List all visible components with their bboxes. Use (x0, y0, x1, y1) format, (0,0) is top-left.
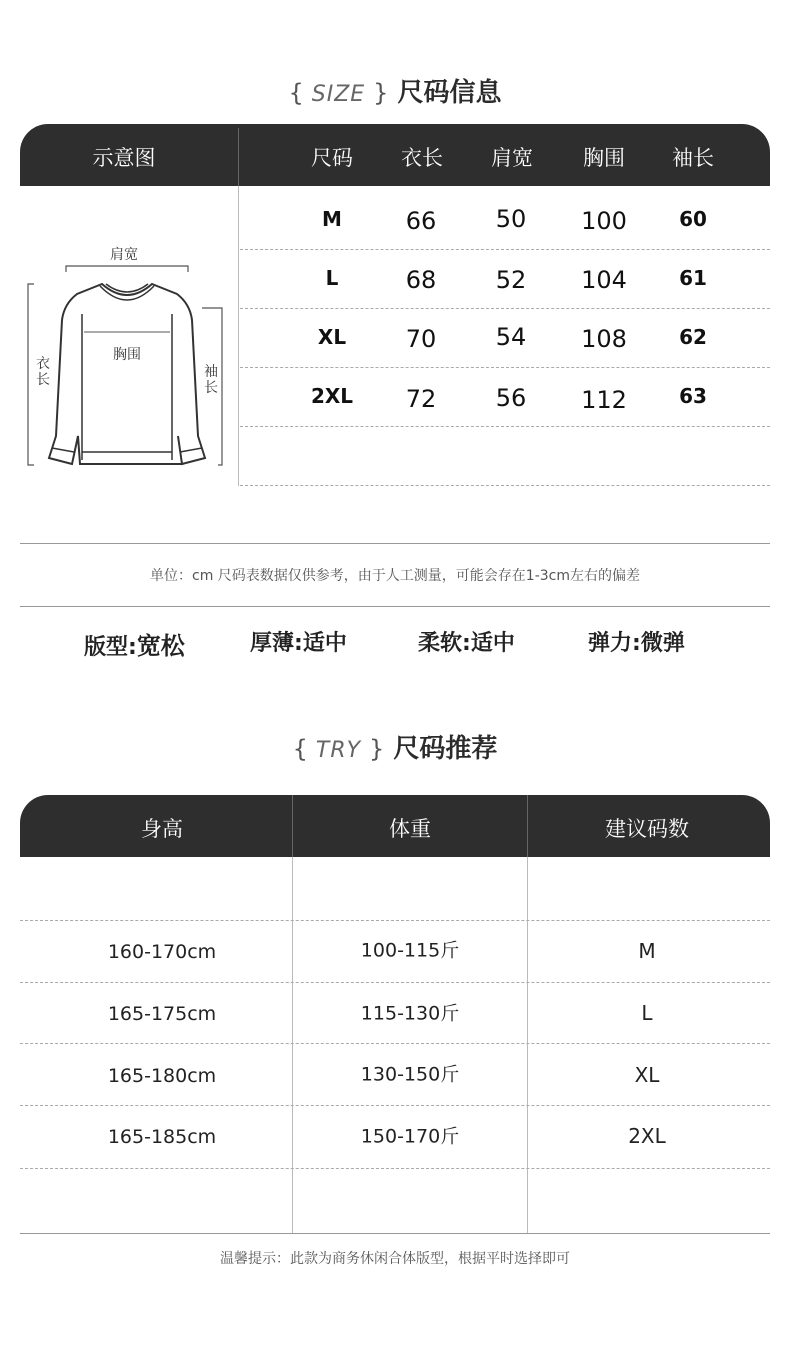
row-separator (240, 308, 770, 309)
diagram-divider (238, 186, 239, 486)
attr-elasticity: 弹力:微弹 (588, 631, 685, 656)
attr-thickness: 厚薄:适中 (250, 631, 347, 656)
size-section-title (0, 72, 790, 109)
row-separator (240, 249, 770, 250)
chest-cell: 112 (581, 386, 627, 414)
shoulder-cell: 50 (495, 205, 527, 233)
brace-right: } (369, 735, 385, 763)
divider-line (20, 543, 770, 544)
weight-cell: 100-115斤 (360, 939, 460, 962)
header-weight: 体重 (389, 817, 431, 841)
header-divider (292, 795, 293, 857)
attr-fit: 版型:宽松 (84, 632, 185, 660)
chest-cell: 108 (581, 325, 627, 353)
recommended-size-cell: 2XL (628, 1124, 666, 1148)
column-divider (527, 857, 528, 1233)
try-table-header (20, 795, 770, 857)
header-divider (527, 795, 528, 857)
length-cell: 66 (405, 207, 437, 235)
attr-softness: 柔软:适中 (418, 631, 515, 656)
shoulder-cell: 56 (495, 384, 527, 412)
header-sleeve: 袖长 (672, 146, 714, 170)
divider-line (20, 606, 770, 607)
fit-tip: 温馨提示：此款为商务休闲合体版型，根据平时选择即可 (220, 1251, 570, 1267)
size-table-header (20, 124, 770, 186)
length-cell: 70 (405, 325, 437, 353)
header-shoulder: 肩宽 (491, 146, 533, 170)
brace-right: } (373, 79, 389, 107)
recommended-size-cell: M (638, 939, 656, 963)
diagram-label-length: 衣长 (36, 356, 50, 388)
header-chest: 胸围 (583, 146, 625, 170)
size-cell: M (322, 207, 342, 231)
size-cell: L (325, 266, 339, 290)
row-separator (20, 1043, 770, 1044)
header-recommended-size: 建议码数 (605, 817, 689, 841)
recommended-size-cell: L (641, 1001, 653, 1025)
sleeve-cell: 60 (679, 207, 707, 231)
weight-cell: 150-170斤 (360, 1125, 460, 1148)
diagram-label-sleeve: 袖长 (204, 364, 218, 396)
recommended-size-cell: XL (634, 1063, 660, 1087)
shoulder-cell: 52 (495, 266, 527, 294)
row-separator (20, 920, 770, 921)
row-separator (20, 1168, 770, 1169)
height-cell: 165-185cm (107, 1126, 217, 1148)
diagram-label-shoulder: 肩宽 (110, 247, 138, 263)
brace-left: { (292, 735, 308, 763)
size-cell: 2XL (310, 384, 354, 408)
row-separator (240, 426, 770, 427)
brace-left: { (288, 79, 304, 107)
row-separator (20, 982, 770, 983)
height-cell: 165-180cm (107, 1065, 217, 1087)
unit-note: 单位：cm 尺码表数据仅供参考，由于人工测量，可能会存在1-3cm左右的偏差 (150, 568, 640, 584)
table-bottom-line (20, 1233, 770, 1234)
sleeve-cell: 63 (679, 384, 707, 408)
weight-cell: 130-150斤 (360, 1063, 460, 1086)
try-tag: TRY (315, 738, 362, 763)
weight-cell: 115-130斤 (360, 1002, 460, 1025)
row-separator (240, 485, 770, 486)
header-length: 衣长 (401, 146, 443, 170)
column-divider (292, 857, 293, 1233)
length-cell: 68 (405, 266, 437, 294)
row-separator (240, 367, 770, 368)
fabric-attributes (0, 626, 790, 666)
diagram-label-chest: 胸围 (113, 347, 141, 363)
height-cell: 165-175cm (107, 1003, 217, 1025)
height-cell: 160-170cm (107, 941, 217, 963)
chest-cell: 100 (581, 207, 627, 235)
sleeve-cell: 61 (679, 266, 707, 290)
row-separator (20, 1105, 770, 1106)
size-cell: XL (317, 325, 347, 349)
header-size: 尺码 (311, 146, 353, 170)
chest-cell: 104 (581, 266, 627, 294)
try-section-title (0, 728, 790, 765)
header-diagram: 示意图 (92, 146, 156, 170)
sleeve-cell: 62 (679, 325, 707, 349)
length-cell: 72 (405, 385, 437, 413)
shoulder-cell: 54 (495, 323, 527, 351)
size-tag: SIZE (311, 82, 366, 107)
try-title: 尺码推荐 (393, 734, 498, 764)
header-divider (238, 128, 239, 186)
size-title: 尺码信息 (397, 78, 502, 108)
header-height: 身高 (141, 817, 183, 841)
